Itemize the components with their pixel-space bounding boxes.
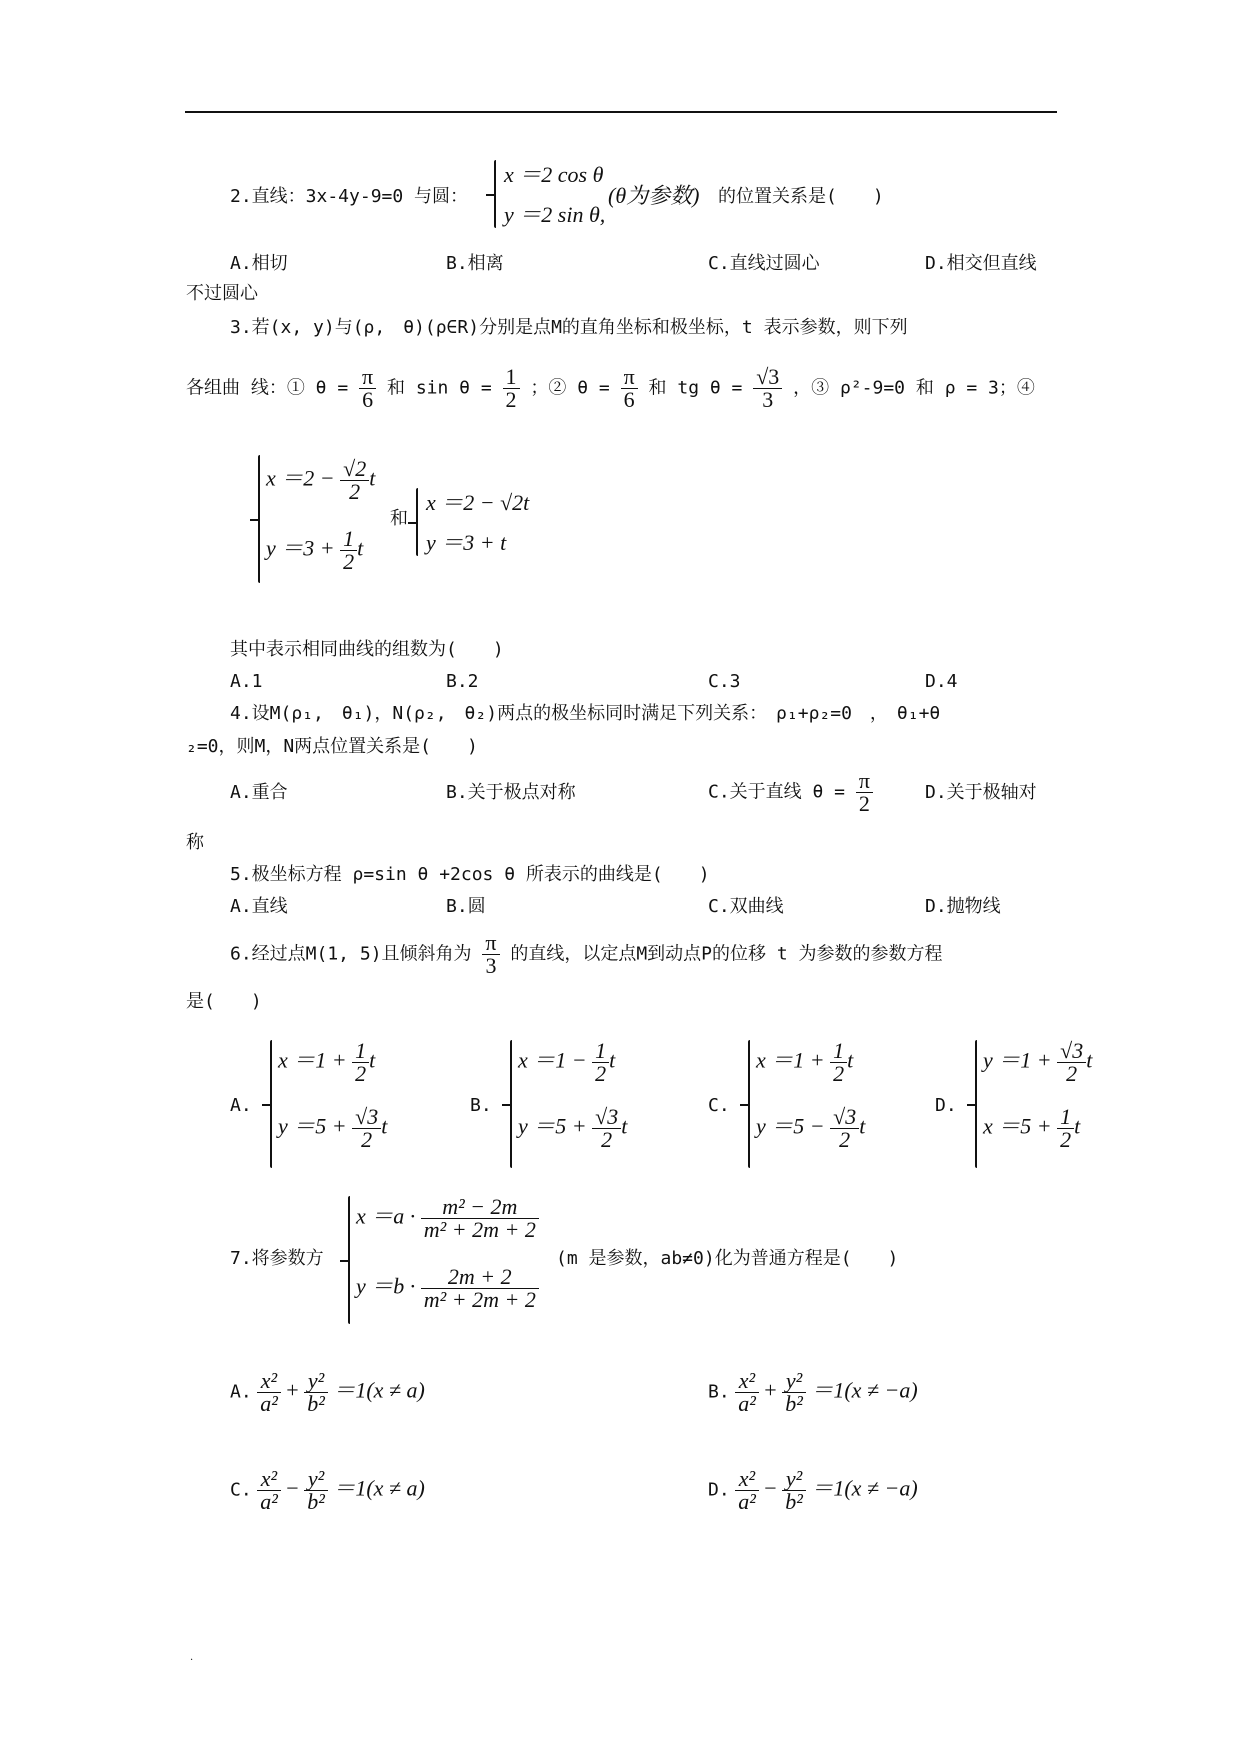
q2-option-c: C.直线过圆心 <box>708 253 820 274</box>
q5-option-d: D.抛物线 <box>925 896 1001 917</box>
q2-stem: 2.直线：3x-4y-9=0 与圆： <box>230 186 469 207</box>
q6-brace <box>748 1040 750 1168</box>
q3-option-a: A.1 <box>230 671 263 692</box>
q7-option-b: B. $\frac{\text{x²}}{\text{a²}}$ + $\frac{\text{y²}}{\text{b²}}$ ＝1(x ≠ −a) <box>708 1368 918 1416</box>
q6-row-1: x ＝1 + $\frac{1}{2}$ t <box>756 1038 854 1086</box>
q7-stem: 7.将参数方 <box>230 1248 324 1269</box>
q2-option-d: D.相交但直线 <box>925 253 1037 274</box>
q3-curves-line: 各组曲 线：① θ = $\frac{\pi}{6}$ 和 sin θ = $\frac{1}{2}$ ；② θ = $\frac{\pi}{6}$ 和 tg θ = $\frac{√3}{3}$ ，③ ρ²-9=0 和 ρ = 3；④ <box>186 364 1035 412</box>
q5-stem: 5.极坐标方程 ρ=sin θ +2cos θ 所表示的曲线是( ) <box>230 864 710 885</box>
q6-stem-wrap: 是( ) <box>186 991 262 1012</box>
q2-eq-y: y ＝2 sin θ, <box>504 202 606 227</box>
q3-option-c: C.3 <box>708 671 741 692</box>
q2-eq-x: x ＝2 cos θ <box>504 162 604 187</box>
q6-row-1: x ＝1 + $\frac{1}{2}$ t <box>278 1038 376 1086</box>
q2-option-b: B.相离 <box>446 253 504 274</box>
q7-option-a: A. $\frac{\text{x²}}{\text{a²}}$ + $\frac{\text{y²}}{\text{b²}}$ ＝1(x ≠ a) <box>230 1368 425 1416</box>
q6-option-label: C. <box>708 1095 730 1116</box>
q6-option-label: D. <box>935 1095 957 1116</box>
q6-option-label: B. <box>470 1095 492 1116</box>
q6-row-2: y ＝5 − $\frac{√3}{2}$ t <box>756 1104 866 1152</box>
q6-brace <box>510 1040 512 1168</box>
q6-row-1: y ＝1 + $\frac{√3}{2}$ t <box>983 1038 1093 1086</box>
q3-brace-1 <box>258 455 260 583</box>
q4-option-b: B.关于极点对称 <box>446 782 576 803</box>
q2-option-d-wrap: 不过圆心 <box>186 283 258 304</box>
q3-sys1-y: y ＝3 + $\frac{1}{2}$ t <box>266 526 364 574</box>
q7-eq-x: x ＝a · $\frac{\text{m² − 2m}}{\text{m² + 2m + 2}}$ <box>356 1196 539 1241</box>
q6-row-1: x ＝1 − $\frac{1}{2}$ t <box>518 1038 616 1086</box>
q5-option-a: A.直线 <box>230 896 288 917</box>
q2-ask: 的位置关系是( ) <box>718 186 884 207</box>
q3-sys2-y: y ＝3 + t <box>426 530 507 555</box>
q4-stem-wrap: ₂=0，则M，N两点位置关系是( ) <box>186 736 478 757</box>
q4-option-a: A.重合 <box>230 782 288 803</box>
q5-option-c: C.双曲线 <box>708 896 784 917</box>
q7-option-c: C. $\frac{\text{x²}}{\text{a²}}$ − $\frac{\text{y²}}{\text{b²}}$ ＝1(x ≠ a) <box>230 1466 425 1514</box>
q3-option-d: D.4 <box>925 671 958 692</box>
q4-stem: 4.设M(ρ₁, θ₁)，N(ρ₂, θ₂)两点的极坐标同时满足下列关系： ρ₁+ρ₂=0 ， θ₁+θ <box>230 703 941 724</box>
q2-option-a: A.相切 <box>230 253 288 274</box>
header-rule <box>185 111 1057 113</box>
q2-param: (θ为参数) <box>608 183 700 208</box>
q6-option-label: A. <box>230 1095 252 1116</box>
q7-ask: (m 是参数，ab≠0)化为普通方程是( ) <box>556 1248 899 1269</box>
q4-option-d: D.关于极轴对 <box>925 782 1037 803</box>
q6-row-2: x ＝5 + $\frac{1}{2}$ t <box>983 1104 1081 1152</box>
q3-option-b: B.2 <box>446 671 479 692</box>
q7-option-d: D. $\frac{\text{x²}}{\text{a²}}$ − $\frac{\text{y²}}{\text{b²}}$ ＝1(x ≠ −a) <box>708 1466 918 1514</box>
q6-brace <box>975 1040 977 1168</box>
q3-and: 和 <box>390 508 408 529</box>
q4-option-c: C.关于直线 θ = $\frac{\pi}{2}$ <box>708 770 873 815</box>
q6-stem: 6.经过点M(1, 5)且倾斜角为 $\frac{\pi}{3}$ 的直线，以定点M到动点P的位移 t 为参数的参数方程 <box>230 930 943 978</box>
q3-ask: 其中表示相同曲线的组数为( ) <box>230 639 504 660</box>
q3-stem: 3.若(x, y)与(ρ, θ)(ρ∈R)分别是点M的直角坐标和极坐标，t 表示参数，则下列 <box>230 317 908 338</box>
q6-brace <box>270 1040 272 1168</box>
q7-eq-y: y ＝b · $\frac{2m + 2}{\text{m² + 2m + 2}}$ <box>356 1266 539 1311</box>
q7-brace <box>348 1196 350 1324</box>
footer-mark: . <box>190 1652 194 1663</box>
q4-option-d-wrap: 称 <box>186 832 204 853</box>
q3-frac-pi6: $\frac{\pi}{6}$ <box>359 366 376 411</box>
q5-option-b: B.圆 <box>446 896 486 917</box>
q3-sys2-x: x ＝2 − √2t <box>426 490 530 515</box>
q6-row-2: y ＝5 + $\frac{√3}{2}$ t <box>518 1104 628 1152</box>
q3-brace-2 <box>416 488 418 556</box>
q2-brace <box>494 160 496 228</box>
q3-sys1-x: x ＝2 − $\frac{√2}{2}$ t <box>266 456 376 504</box>
q6-row-2: y ＝5 + $\frac{√3}{2}$ t <box>278 1104 388 1152</box>
